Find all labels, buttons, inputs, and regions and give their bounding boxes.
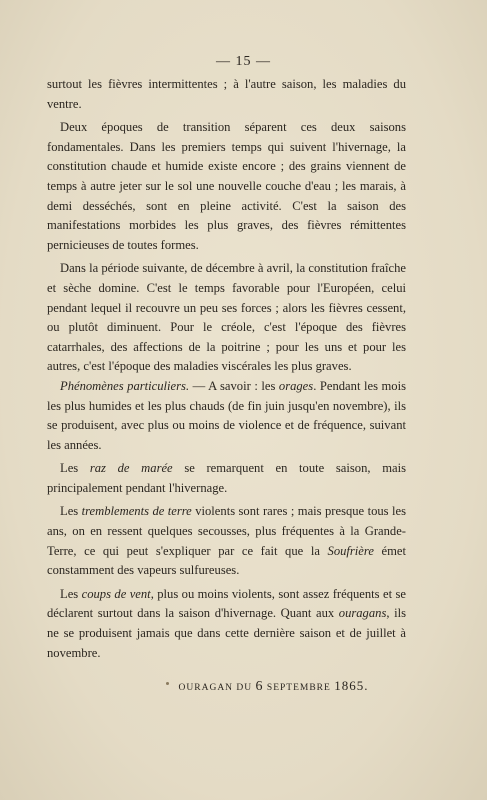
- wind-text-b: , plus ou moins violents, sont assez fréquents et se déclarent surtout dans la saison d'hivernage. Quant aux: [47, 586, 406, 621]
- paragraph-continuation: surtout les fièvres intermittentes ; à l'autre saison, les maladies du ventre.: [47, 77, 406, 111]
- paragraph-tidal-waves: [47, 459, 406, 498]
- section-heading: [0, 678, 487, 695]
- wind-text-a: Les: [60, 586, 82, 601]
- earthquake-text-a: Les: [60, 504, 82, 519]
- earthquakes-term: tremblements de terre: [81, 504, 192, 519]
- phenomena-text-a: — A savoir : les: [189, 378, 279, 393]
- paragraph-earthquakes: [47, 502, 406, 580]
- earthquake-text-c: émet constamment des vapeurs sulfureuses.: [47, 543, 406, 578]
- page-number: — 15 —: [216, 54, 271, 69]
- raz-de-maree-term: raz de marée: [89, 461, 173, 476]
- wind-text-c: , ils ne se produisent jamais que dans cette dernière saison et de juillet à novembre.: [47, 606, 406, 660]
- paragraph-dry-season: Dans la période suivante, de décembre à avril, la constitution fraîche et sèche domine. C'est le temps favorable pour l'Européen, celui pendant lequel il recouvre un peu ses forces ; alors les fièvres cessent, ou plutôt diminuent. Pour le créole, c'est l'époque des fièvres catarrhales, des affections de la poitrine ; pour les uns et pour les autres, c'est l'époque des maladies viscérales les plus graves.: [47, 261, 406, 374]
- body-text: [47, 75, 406, 663]
- heading-year: 1865.: [334, 678, 369, 693]
- heading-word-ouragan: OURAGAN DU: [178, 683, 256, 693]
- orages-term: orages: [278, 378, 314, 393]
- soufriere-term: Soufrière: [327, 543, 374, 558]
- ouragans-term: ouragans: [338, 606, 387, 621]
- earthquake-text-b: violents sont rares ; mais presque tous les ans, on en ressent quelques secousses, plus fréquentes à la Grande-Terre, ce qui peut s'expliquer par ce fait que la: [47, 504, 406, 558]
- paragraph-transition-epochs: Deux époques de transition séparent ces deux saisons fondamentales. Dans les premiers temps qui suivent l'hivernage, la constitution chaude et humide existe encore ; des grains viennent de temps à autre jeter sur le sol une nouvelle couche d'eau ; les marais, à demi desséchés, sont en pleine activité. C'est la saison des manifestations morbides les plus graves, des fièvres rémittentes pernicieuses de toutes formes.: [47, 120, 406, 252]
- phenomena-heading: Phénomènes particuliers.: [60, 378, 190, 393]
- tidal-text-a: Les: [60, 461, 90, 476]
- paragraph-particular-phenomena: [47, 377, 406, 455]
- coups-de-vent-term: coups de vent: [81, 586, 151, 601]
- paragraph-windstorms: [47, 585, 406, 663]
- phenomena-text-b: . Pendant les mois les plus humides et les plus chauds (de fin juin jusqu'en novembre), ils se produisent, avec plus ou moins de violence et de fréquence, suivant les années.: [47, 378, 406, 452]
- heading-word-septembre: SEPTEMBRE: [263, 683, 335, 693]
- heading-day: 6: [255, 679, 264, 694]
- tidal-text-b: se remarquent en toute saison, mais principalement pendant l'hivernage.: [47, 461, 406, 495]
